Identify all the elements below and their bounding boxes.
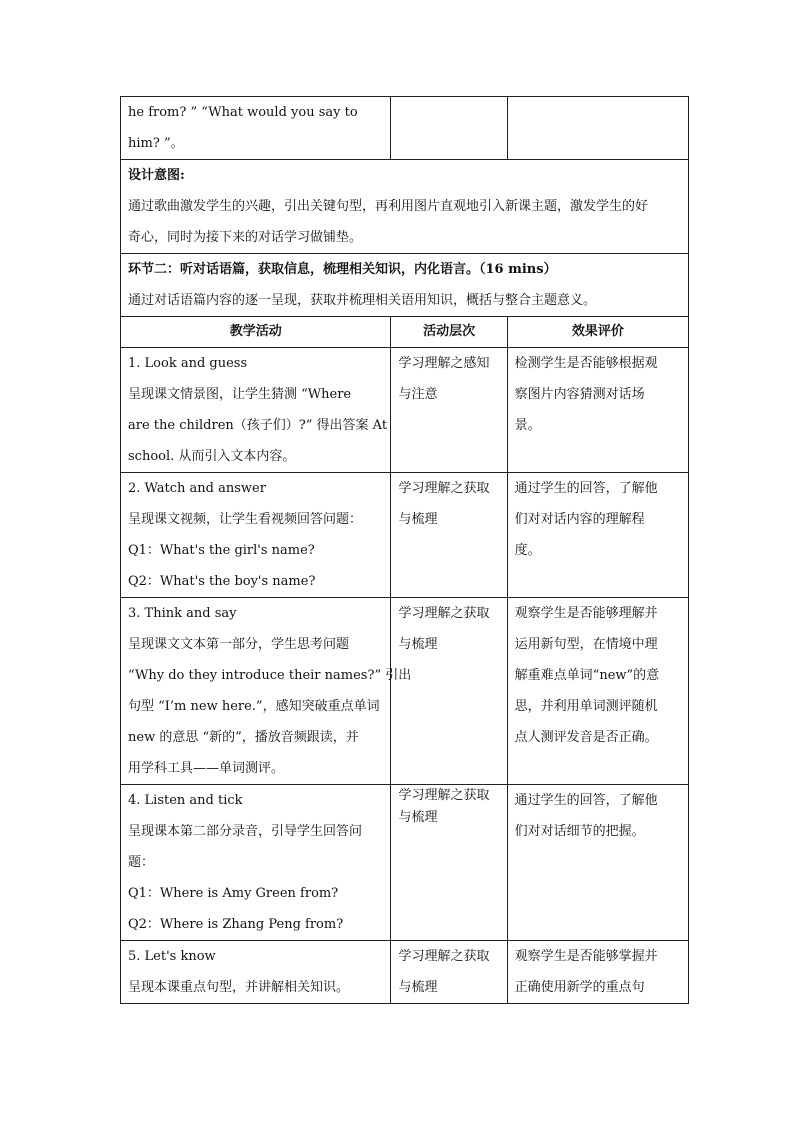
activity-line: 用学科工具——单词测评。 — [128, 761, 285, 776]
section-two-title: 环节二：听对话语篇，获取信息，梳理相关知识，内化语言。（16 mins） — [128, 262, 557, 277]
section-two-row — [121, 254, 689, 317]
continuation-activity-cell — [121, 97, 391, 160]
evaluation-cell — [507, 598, 688, 785]
design-intent-line-1: 通过歌曲激发学生的兴趣，引出关键句型，再利用图片直观地引入新课主题，激发学生的好 — [128, 199, 649, 214]
level-cell — [391, 473, 507, 598]
design-intent-line-2: 奇心，同时为接下来的对话学习做铺垫。 — [128, 230, 363, 245]
table-header-row — [121, 317, 689, 348]
activity-line: 1. Look and guess — [128, 356, 248, 371]
activity-line: 呈现课文视频，让学生看视频回答问题： — [128, 512, 363, 527]
evaluation-line: 察图片内容猜测对话场 — [514, 387, 645, 402]
evaluation-cell — [507, 473, 688, 598]
header-activity-level: 活动层次 — [391, 317, 507, 348]
activity-cell — [121, 785, 391, 941]
evaluation-cell — [507, 785, 688, 941]
continuation-evaluation-cell — [507, 97, 688, 160]
activity-line: Q2：Where is Zhang Peng from? — [128, 917, 344, 932]
level-line: 与梳理 — [398, 637, 438, 652]
evaluation-line: 通过学生的回答，了解他 — [514, 793, 658, 808]
continuation-row — [121, 97, 689, 160]
activity-line: 呈现课本第二部分录音，引导学生回答问 — [128, 824, 363, 839]
evaluation-line: 景。 — [514, 418, 541, 433]
level-line: 与注意 — [398, 387, 438, 402]
activity-line: 呈现本课重点句型，并讲解相关知识。 — [128, 980, 350, 995]
header-teaching-activity: 教学活动 — [121, 317, 391, 348]
activity-line: 3. Think and say — [128, 606, 237, 621]
activity-line: 呈现课文文本第一部分，学生思考问题 — [128, 637, 350, 652]
evaluation-line: 观察学生是否能够理解并 — [514, 606, 658, 621]
activity-cell — [121, 348, 391, 473]
table-row — [121, 785, 689, 941]
level-line: 学习理解之获取 — [398, 949, 490, 964]
evaluation-cell — [507, 941, 688, 1004]
activity-line: school. 从而引入文本内容。 — [128, 449, 296, 464]
activity-line: “Why do they introduce their names?” 引出 — [128, 668, 412, 683]
activity-line: 呈现课文情景图，让学生猜测 “Where — [128, 387, 352, 402]
level-cell — [391, 941, 507, 1004]
activity-line: Q2：What's the boy's name? — [128, 574, 316, 589]
level-line: 学习理解之感知 — [398, 356, 490, 371]
level-line: 与梳理 — [398, 512, 438, 527]
activity-cell — [121, 598, 412, 785]
continuation-line-2: him? ”。 — [128, 136, 184, 151]
table-row — [121, 348, 689, 473]
evaluation-line: 正确使用新学的重点句 — [514, 980, 645, 995]
level-line: 学习理解之获取 — [398, 606, 490, 621]
evaluation-line: 度。 — [514, 543, 541, 558]
evaluation-line: 们对对话细节的把握。 — [514, 824, 645, 839]
activity-line: 2. Watch and answer — [128, 481, 266, 496]
table-row — [121, 941, 689, 1004]
level-cell — [391, 598, 507, 785]
level-cell — [391, 785, 507, 941]
header-effect-evaluation: 效果评价 — [507, 317, 688, 348]
table-row — [121, 598, 689, 785]
activity-line: 题： — [128, 855, 155, 870]
evaluation-line: 们对对话内容的理解程 — [514, 512, 645, 527]
activity-line: 4. Listen and tick — [128, 793, 243, 808]
level-cell — [391, 348, 507, 473]
evaluation-line: 检测学生是否能够根据观 — [514, 356, 658, 371]
continuation-level-cell — [391, 97, 507, 160]
activity-line: 句型 “I’m new here.”，感知突破重点单词 — [128, 699, 380, 714]
level-line: 与梳理 — [398, 980, 438, 995]
continuation-line-1: he from? ” “What would you say to — [128, 105, 358, 120]
activity-line: Q1：Where is Amy Green from? — [128, 886, 339, 901]
evaluation-cell — [507, 348, 688, 473]
design-intent-cell — [121, 160, 689, 254]
evaluation-line: 思，并利用单词测评随机 — [514, 699, 658, 714]
section-two-cell — [121, 254, 689, 317]
evaluation-line: 观察学生是否能够掌握并 — [514, 949, 658, 964]
evaluation-line: 通过学生的回答，了解他 — [514, 481, 658, 496]
activity-line: new 的意思 “新的”，播放音频跟读，并 — [128, 730, 359, 745]
level-line: 学习理解之获取 — [398, 788, 490, 803]
lesson-plan-table — [120, 96, 689, 1004]
activity-cell — [121, 941, 391, 1004]
table-row — [121, 473, 689, 598]
level-line: 学习理解之获取 — [398, 481, 490, 496]
design-intent-row — [121, 160, 689, 254]
activity-line: Q1：What's the girl's name? — [128, 543, 315, 558]
section-two-description: 通过对话语篇内容的逐一呈现，获取并梳理相关语用知识，概括与整合主题意义。 — [128, 293, 597, 308]
evaluation-line: 点人测评发音是否正确。 — [514, 730, 658, 745]
design-intent-title: 设计意图: — [128, 168, 185, 183]
level-line: 与梳理 — [398, 810, 438, 825]
activity-line: 5. Let's know — [128, 949, 216, 964]
evaluation-line: 运用新句型，在情境中理 — [514, 637, 658, 652]
evaluation-line: 解重难点单词“new”的意 — [514, 668, 660, 683]
activity-cell — [121, 473, 391, 598]
activity-line: are the children（孩子们）?” 得出答案 At — [128, 418, 388, 433]
